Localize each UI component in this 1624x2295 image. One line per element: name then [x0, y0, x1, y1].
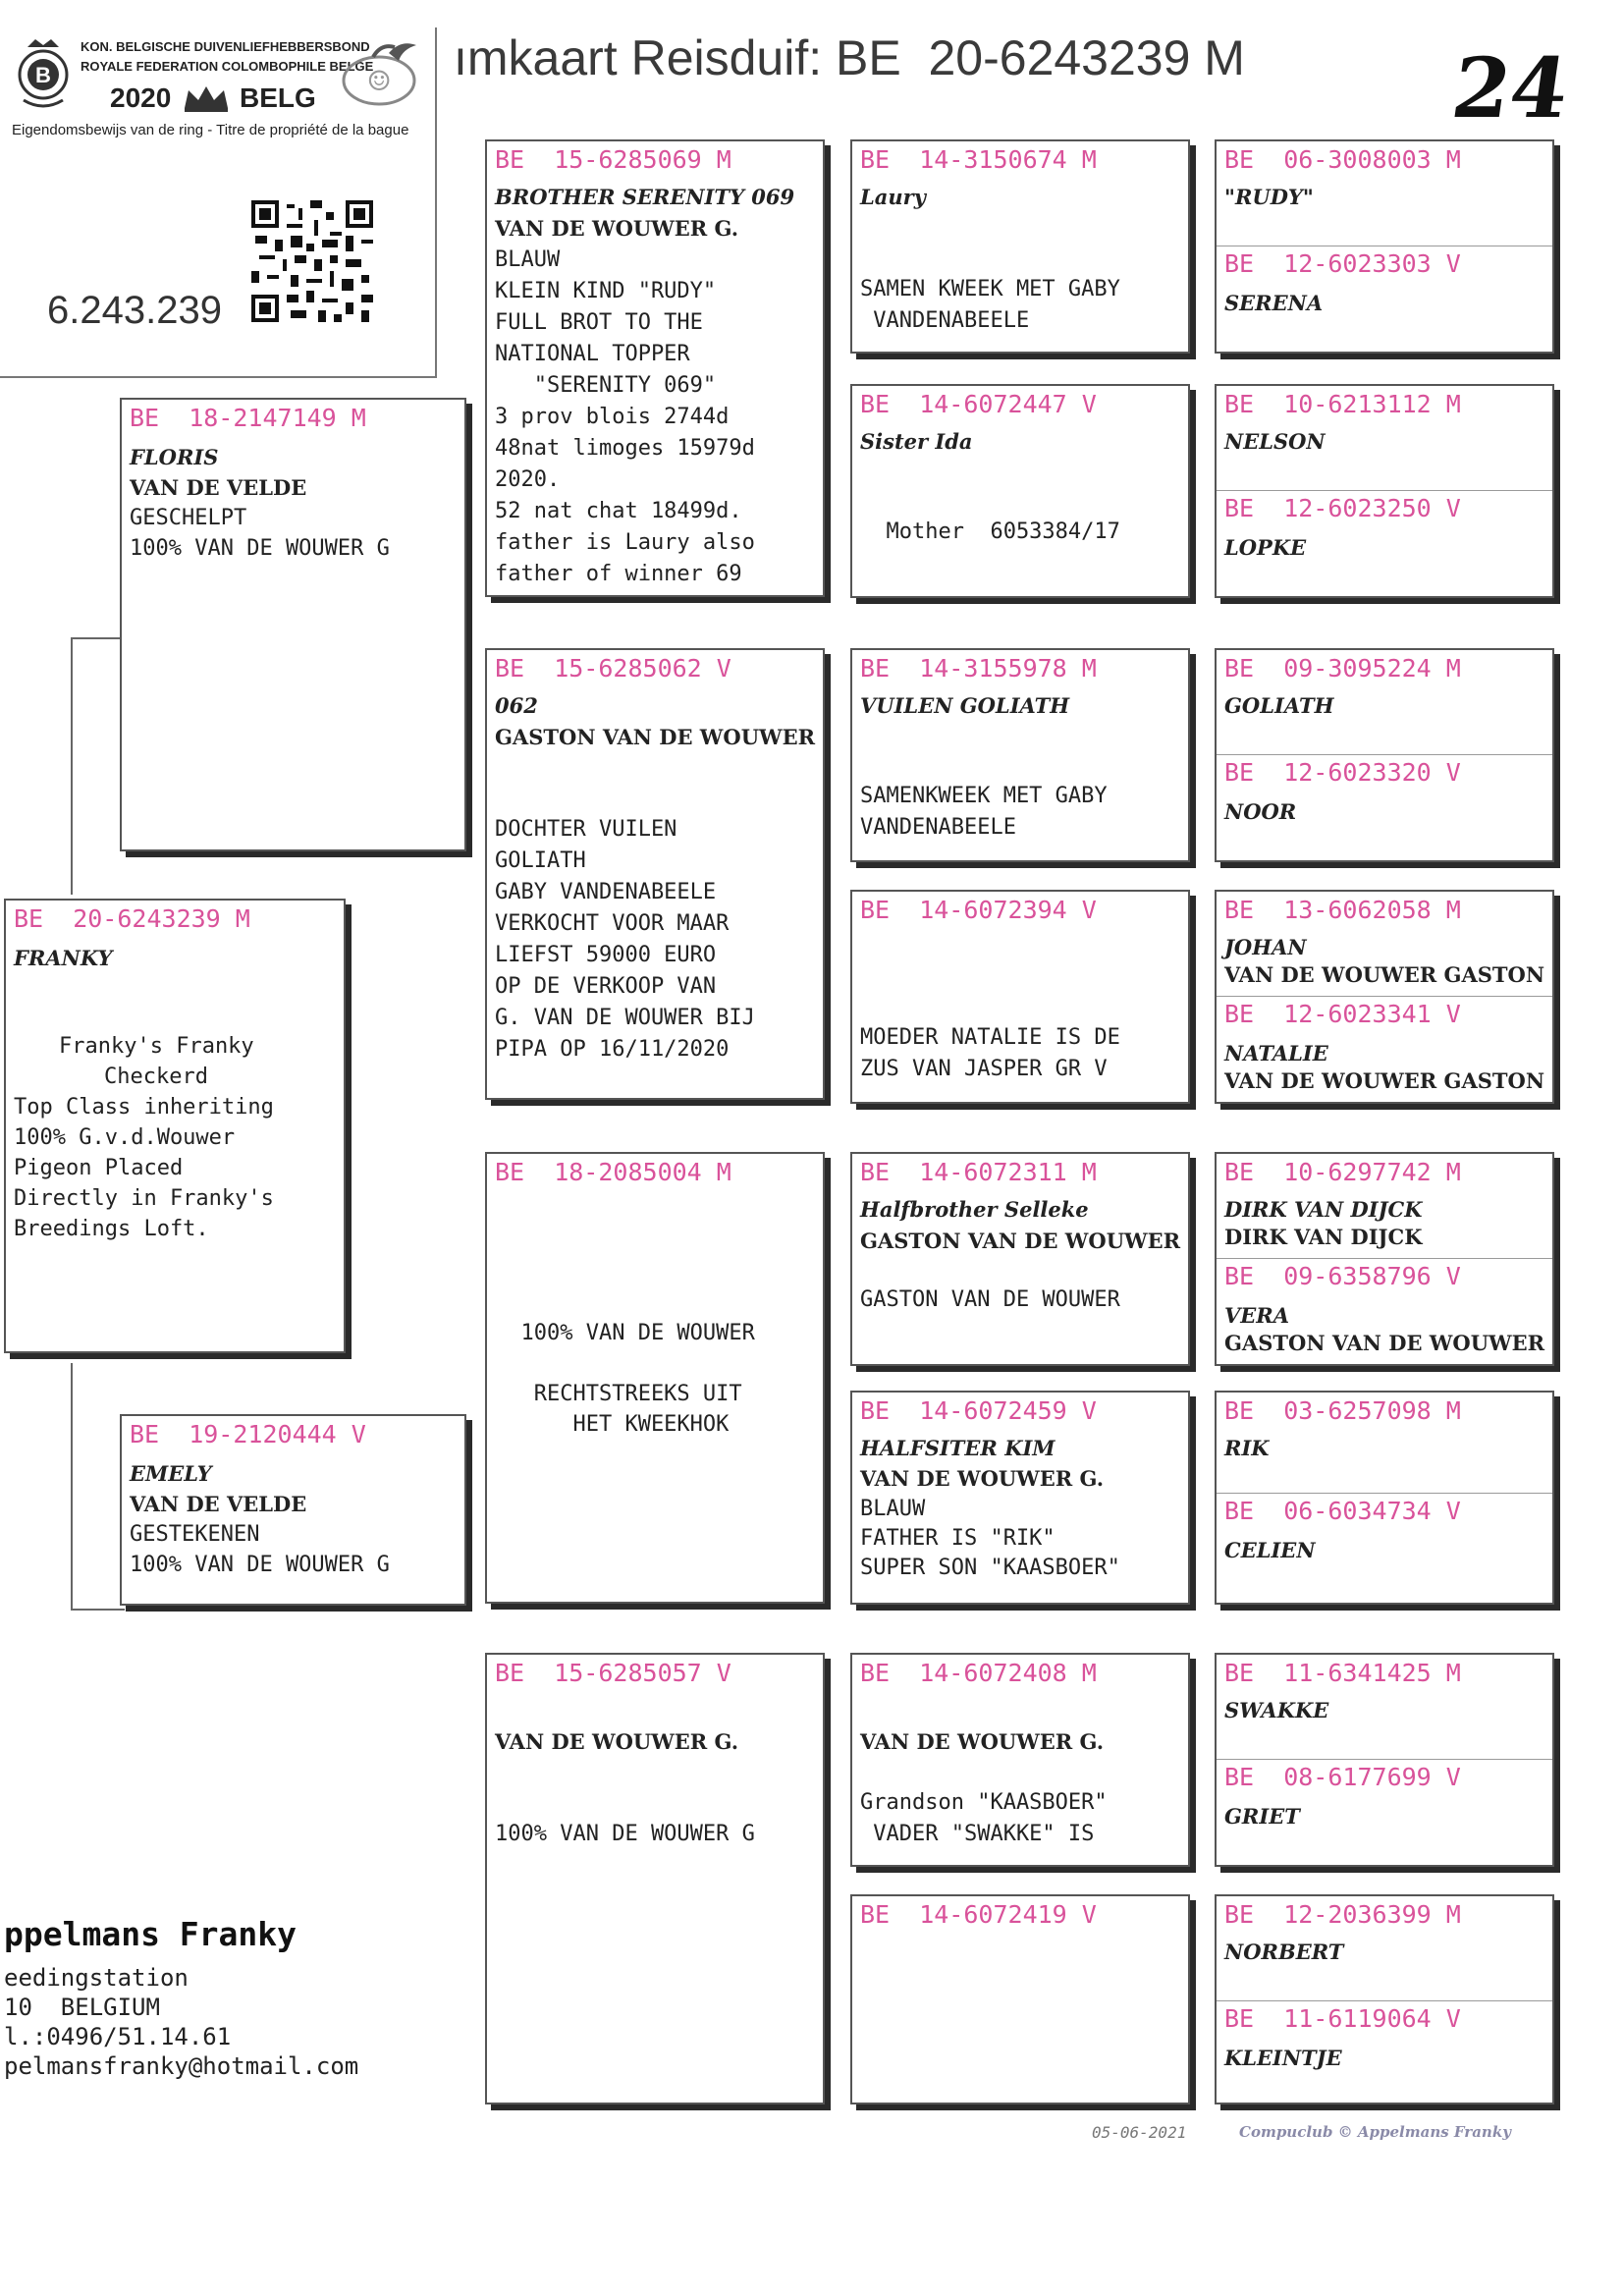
ring-number: BE 12-6023320 V — [1224, 758, 1461, 787]
card-text-line: 48nat limoges 15979d — [495, 436, 755, 461]
card-text-line: Mother 6053384/17 — [860, 519, 1120, 544]
ring-number: BE 14-6072419 V — [860, 1900, 1097, 1929]
great-grandparent-card[interactable] — [850, 1653, 1190, 1867]
card-divider — [1217, 996, 1552, 997]
card-text-line: PIPA OP 16/11/2020 — [495, 1037, 730, 1062]
card-text-line: Grandson "KAASBOER" — [860, 1790, 1108, 1815]
owner-name: ppelmans Franky — [4, 1915, 298, 1953]
ring-number: BE 06-3008003 M — [1224, 145, 1461, 174]
pigeon-name: NATALIE — [1224, 1041, 1328, 1066]
connector-line — [71, 1363, 73, 1611]
card-text-line: GABY VANDENABEELE — [495, 880, 717, 904]
father-pigeon-card[interactable] — [120, 398, 466, 851]
pigeon-name: BROTHER SERENITY 069 — [495, 185, 795, 209]
card-text-line: 52 nat chat 18499d. — [495, 499, 742, 523]
card-text-line: 100% G.v.d.Wouwer — [14, 1125, 236, 1150]
owner-address: 10 BELGIUM — [4, 1994, 160, 2021]
ring-number: BE 12-6023303 V — [1224, 249, 1461, 278]
grandparent-card[interactable] — [485, 139, 825, 597]
pigeon-name: CELIEN — [1224, 1538, 1316, 1562]
connector-line — [71, 1609, 125, 1611]
card-text-line: OP DE VERKOOP VAN — [495, 974, 717, 999]
great-great-grandparents-card[interactable] — [1215, 1653, 1554, 1867]
pigeon-name: Laury — [860, 185, 926, 209]
card-text-line: FATHER IS "RIK" — [860, 1526, 1056, 1551]
ring-number: BE 19-2120444 V — [130, 1420, 366, 1448]
card-text-line: HET KWEEKHOK — [495, 1412, 730, 1437]
breeder-name: VAN DE WOUWER GASTON — [1224, 962, 1545, 987]
great-great-grandparents-card[interactable] — [1215, 890, 1554, 1104]
card-divider — [1217, 1493, 1552, 1494]
card-text-line: Franky's Franky — [59, 1034, 254, 1059]
card-text-line: GESTEKENEN — [130, 1522, 260, 1547]
ring-number: BE 11-6119064 V — [1224, 2004, 1461, 2033]
card-text-line: 3 prov blois 2744d — [495, 405, 730, 429]
pigeon-name: VUILEN GOLIATH — [860, 693, 1070, 718]
ring-number: BE 14-3155978 M — [860, 654, 1097, 683]
pigeon-name: HALFSITER KIM — [860, 1436, 1056, 1460]
card-text-line: FULL BROT TO THE — [495, 310, 703, 335]
breeder-name: VAN DE WOUWER G. — [495, 216, 739, 241]
great-grandparent-card[interactable] — [850, 1391, 1190, 1605]
ring-number: BE 15-6285069 M — [495, 145, 731, 174]
card-divider — [1217, 754, 1552, 755]
card-text-line: Breedings Loft. — [14, 1217, 209, 1241]
card-text-line: SAMENKWEEK MET GABY — [860, 784, 1108, 808]
pigeon-name: GOLIATH — [1224, 693, 1334, 718]
connector-line — [71, 637, 73, 895]
ring-number: BE 12-6023250 V — [1224, 494, 1461, 522]
ring-country: BELG — [240, 82, 316, 113]
breeder-name: VAN DE VELDE — [130, 1492, 307, 1516]
great-grandparent-card[interactable] — [850, 890, 1190, 1104]
card-text-line: SUPER SON "KAASBOER" — [860, 1556, 1120, 1580]
pigeon-name: SWAKKE — [1224, 1698, 1329, 1722]
ring-number: BE 20-6243239 M — [14, 904, 250, 933]
pigeon-name: FLORIS — [130, 445, 219, 469]
federation-logo-icon — [14, 37, 73, 112]
great-grandparent-card[interactable] — [850, 648, 1190, 862]
federation-name-fr: ROYALE FEDERATION COLOMBOPHILE BELGE — [81, 59, 374, 74]
card-text-line: GOLIATH — [495, 848, 586, 873]
subject-pigeon-card[interactable] — [4, 899, 346, 1353]
ring-number: BE 15-6285057 V — [495, 1659, 731, 1687]
pigeon-name: LOPKE — [1224, 535, 1307, 560]
card-text-line: ZUS VAN JASPER GR V — [860, 1057, 1108, 1081]
card-text-line: 2020. — [495, 467, 561, 492]
card-text-line: LIEFST 59000 EURO — [495, 943, 717, 967]
ring-year: 2020 — [110, 82, 172, 113]
card-text-line: VADER "SWAKKE" IS — [860, 1822, 1095, 1846]
card-text-line: 100% VAN DE WOUWER — [495, 1321, 755, 1345]
card-text-line: BLAUW — [495, 247, 561, 272]
card-text-line: BLAUW — [860, 1497, 926, 1521]
ring-number: BE 14-6072447 V — [860, 390, 1097, 418]
card-text-line: 100% VAN DE WOUWER G — [130, 1553, 390, 1577]
pigeon-name: VERA — [1224, 1303, 1290, 1328]
card-text-line: SAMEN KWEEK MET GABY — [860, 277, 1120, 301]
ring-number: BE 15-6285062 V — [495, 654, 731, 683]
page-title: ımkaart Reisduif: BE 20-6243239 M — [454, 30, 1245, 85]
pigeon-name: JOHAN — [1224, 935, 1307, 959]
pigeon-name: NORBERT — [1224, 1940, 1344, 1964]
pigeon-name: SERENA — [1224, 291, 1324, 315]
ring-number: BE 08-6177699 V — [1224, 1763, 1461, 1791]
pigeon-name: FRANKY — [14, 946, 113, 970]
great-grandparent-card[interactable] — [850, 1894, 1190, 2104]
pigeon-emblem-icon — [330, 33, 428, 112]
card-text-line: Pigeon Placed — [14, 1156, 184, 1180]
card-text-line: VANDENABEELE — [860, 815, 1016, 840]
card-text-line: GASTON VAN DE WOUWER — [860, 1287, 1120, 1312]
owner-title: eedingstation — [4, 1964, 189, 1992]
pigeon-name: Halfbrother Selleke — [860, 1197, 1089, 1222]
card-text-line: KLEIN KIND "RUDY" — [495, 279, 717, 303]
ring-number: BE 18-2147149 M — [130, 404, 366, 432]
ring-ownership-card — [0, 27, 437, 378]
handwritten-page-number: 24 — [1446, 39, 1575, 137]
card-text-line: RECHTSTREEKS UIT — [495, 1382, 742, 1406]
ring-number: BE 14-6072459 V — [860, 1396, 1097, 1425]
ownership-caption: Eigendomsbewijs van de ring - Titre de propriété de la bague — [12, 122, 409, 138]
great-grandparent-card[interactable] — [850, 384, 1190, 598]
pigeon-name: NOOR — [1224, 799, 1297, 824]
breeder-name: VAN DE WOUWER G. — [860, 1466, 1105, 1491]
great-great-grandparents-card[interactable] — [1215, 648, 1554, 862]
great-great-grandparents-card[interactable] — [1215, 1391, 1554, 1605]
ring-number: BE 03-6257098 M — [1224, 1396, 1461, 1425]
print-date: 05-06-2021 — [1092, 2123, 1187, 2142]
pigeon-name: Sister Ida — [860, 429, 973, 454]
card-text-line: VERKOCHT VOOR MAAR — [495, 911, 730, 936]
ring-number: BE 06-6034734 V — [1224, 1497, 1461, 1525]
pigeon-name: 062 — [495, 693, 538, 718]
owner-phone: l.:0496/51.14.61 — [4, 2023, 232, 2050]
pigeon-name: NELSON — [1224, 429, 1326, 454]
great-great-grandparents-card[interactable] — [1215, 1152, 1554, 1366]
card-text-line: 100% VAN DE WOUWER G — [130, 536, 390, 561]
great-grandparent-card[interactable] — [850, 1152, 1190, 1366]
breeder-name: VAN DE WOUWER G. — [860, 1729, 1105, 1754]
great-great-grandparents-card[interactable] — [1215, 384, 1554, 598]
great-grandparent-card[interactable] — [850, 139, 1190, 354]
card-text-line: GESCHELPT — [130, 506, 247, 530]
card-text-line: Checkerd — [104, 1065, 208, 1089]
pigeon-name: "RUDY" — [1224, 185, 1314, 209]
ring-number: BE 10-6297742 M — [1224, 1158, 1461, 1186]
federation-name-nl: KON. BELGISCHE DUIVENLIEFHEBBERSBOND — [81, 39, 370, 54]
card-text-line: 100% VAN DE WOUWER G — [495, 1822, 755, 1846]
breeder-name: VAN DE VELDE — [130, 475, 307, 500]
pigeon-name: EMELY — [130, 1461, 212, 1486]
breeder-name: GASTON VAN DE WOUWER — [495, 725, 816, 749]
owner-email[interactable]: pelmansfranky@hotmail.com — [4, 2052, 359, 2080]
breeder-name: DIRK VAN DIJCK — [1224, 1225, 1423, 1249]
ring-number: BE 11-6341425 M — [1224, 1659, 1461, 1687]
card-text-line: MOEDER NATALIE IS DE — [860, 1025, 1120, 1050]
breeder-name: VAN DE WOUWER GASTON — [1224, 1068, 1545, 1093]
qr-code-icon — [251, 200, 373, 322]
card-text-line: NATIONAL TOPPER — [495, 342, 690, 366]
grandparent-card[interactable] — [485, 1152, 825, 1604]
card-divider — [1217, 490, 1552, 491]
grandparent-card[interactable] — [485, 1653, 825, 2104]
great-great-grandparents-card[interactable] — [1215, 139, 1554, 354]
card-text-line: "SERENITY 069" — [495, 373, 717, 398]
ring-number-display: 6.243.239 — [47, 289, 222, 332]
breeder-name: VAN DE WOUWER G. — [495, 1729, 739, 1754]
card-divider — [1217, 1258, 1552, 1259]
software-credit: Compuclub © Appelmans Franky — [1239, 2123, 1511, 2141]
ring-number: BE 09-6358796 V — [1224, 1262, 1461, 1290]
pigeon-name: GRIET — [1224, 1804, 1300, 1829]
ring-number: BE 10-6213112 M — [1224, 390, 1461, 418]
pigeon-name: KLEINTJE — [1224, 2046, 1342, 2070]
card-text-line: Top Class inheriting — [14, 1095, 274, 1120]
ring-number: BE 09-3095224 M — [1224, 654, 1461, 683]
pigeon-name: RIK — [1224, 1436, 1270, 1460]
card-text-line: Directly in Franky's — [14, 1186, 274, 1211]
card-divider — [1217, 2000, 1552, 2001]
connector-line — [71, 637, 125, 639]
great-great-grandparents-card[interactable] — [1215, 1894, 1554, 2104]
ring-number: BE 18-2085004 M — [495, 1158, 731, 1186]
svg-text:☺: ☺ — [366, 65, 392, 97]
breeder-name: GASTON VAN DE WOUWER — [1224, 1331, 1545, 1355]
breeder-name: GASTON VAN DE WOUWER — [860, 1229, 1181, 1253]
card-text-line: DOCHTER VUILEN — [495, 817, 677, 842]
grandparent-card[interactable] — [485, 648, 825, 1100]
ring-number: BE 14-6072394 V — [860, 896, 1097, 924]
ring-number: BE 12-2036399 M — [1224, 1900, 1461, 1929]
ring-number: BE 14-3150674 M — [860, 145, 1097, 174]
ring-number: BE 12-6023341 V — [1224, 1000, 1461, 1028]
crown-icon — [181, 82, 232, 114]
card-text-line: father of winner 69 — [495, 562, 742, 586]
card-divider — [1217, 1759, 1552, 1760]
ring-number: BE 13-6062058 M — [1224, 896, 1461, 924]
svg-text:B: B — [35, 63, 51, 87]
card-text-line: father is Laury also — [495, 530, 755, 555]
ring-number: BE 14-6072408 M — [860, 1659, 1097, 1687]
pigeon-name: DIRK VAN DIJCK — [1224, 1197, 1423, 1222]
mother-pigeon-card[interactable] — [120, 1414, 466, 1606]
card-text-line: VANDENABEELE — [860, 308, 1030, 333]
ring-number: BE 14-6072311 M — [860, 1158, 1097, 1186]
card-text-line: G. VAN DE WOUWER BIJ — [495, 1006, 755, 1030]
